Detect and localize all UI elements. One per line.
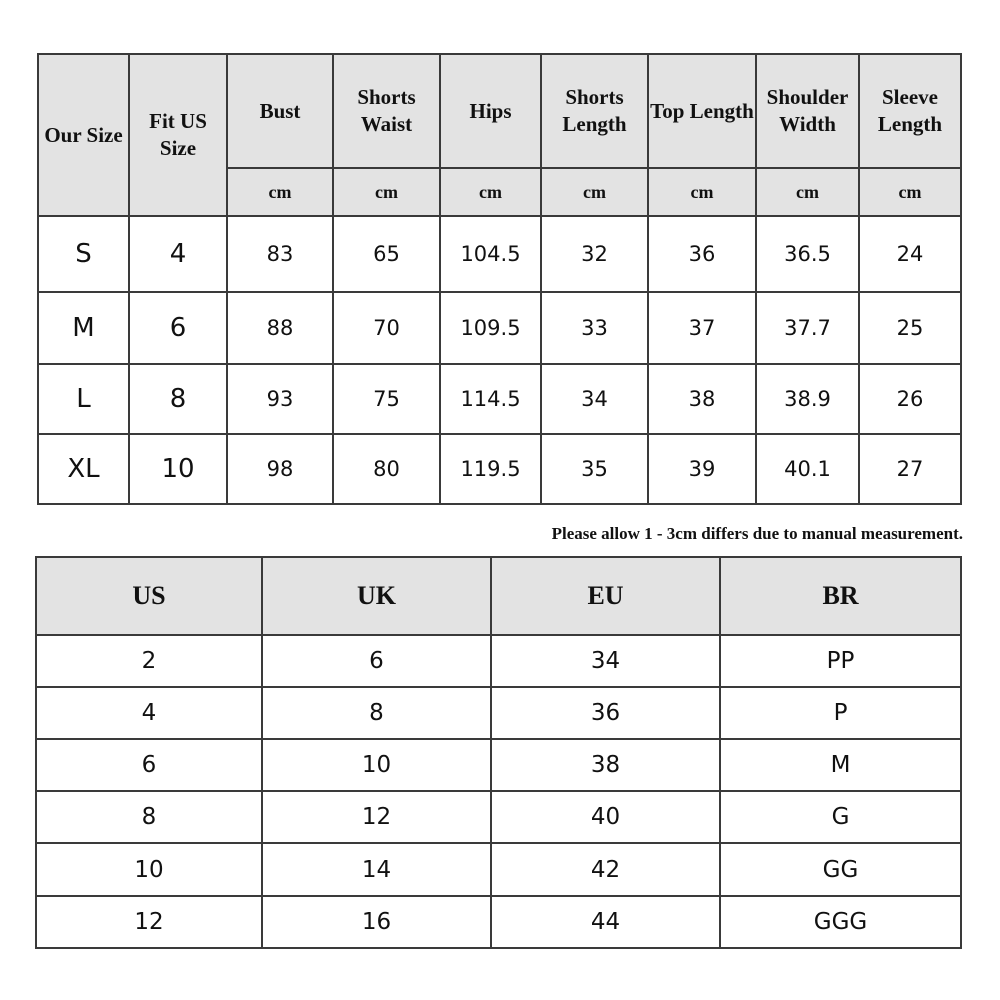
size-chart-table xyxy=(37,53,962,505)
bust-cell: 88 xyxy=(227,292,333,364)
shoulder-cell: 36.5 xyxy=(756,216,859,292)
unit-label: cm xyxy=(333,168,440,216)
header-our-size: Our Size xyxy=(38,54,129,216)
header-shorts-waist: Shorts Waist xyxy=(333,54,440,168)
shoulder-cell: 37.7 xyxy=(756,292,859,364)
header-eu: EU xyxy=(491,557,720,635)
header-bust: Bust xyxy=(227,54,333,168)
eu-cell: 42 xyxy=(491,843,720,896)
eu-cell: 38 xyxy=(491,739,720,791)
table-row xyxy=(38,434,961,504)
br-cell: GGG xyxy=(720,896,961,948)
header-hips: Hips xyxy=(440,54,541,168)
top-length-cell: 39 xyxy=(648,434,756,504)
unit-label: cm xyxy=(541,168,648,216)
table-row xyxy=(38,292,961,364)
br-cell: PP xyxy=(720,635,961,687)
table-row xyxy=(36,791,961,843)
shoulder-cell: 40.1 xyxy=(756,434,859,504)
waist-cell: 80 xyxy=(333,434,440,504)
shoulder-cell: 38.9 xyxy=(756,364,859,434)
size-conversion-table xyxy=(35,556,962,949)
uk-cell: 6 xyxy=(262,635,491,687)
us-cell: 4 xyxy=(36,687,262,739)
eu-cell: 34 xyxy=(491,635,720,687)
us-size-cell: 8 xyxy=(129,364,227,434)
us-cell: 8 xyxy=(36,791,262,843)
uk-cell: 8 xyxy=(262,687,491,739)
uk-cell: 14 xyxy=(262,843,491,896)
table-row xyxy=(36,843,961,896)
waist-cell: 75 xyxy=(333,364,440,434)
hips-cell: 109.5 xyxy=(440,292,541,364)
br-cell: GG xyxy=(720,843,961,896)
uk-cell: 10 xyxy=(262,739,491,791)
header-top-length: Top Length xyxy=(648,54,756,168)
unit-label: cm xyxy=(859,168,961,216)
size-cell: S xyxy=(38,216,129,292)
sleeve-cell: 25 xyxy=(859,292,961,364)
eu-cell: 44 xyxy=(491,896,720,948)
size-chart-header-row xyxy=(38,54,961,168)
shorts-length-cell: 34 xyxy=(541,364,648,434)
header-sleeve-length: Sleeve Length xyxy=(859,54,961,168)
top-length-cell: 37 xyxy=(648,292,756,364)
table-row xyxy=(38,364,961,434)
header-fit-us-size: Fit US Size xyxy=(129,54,227,216)
unit-label: cm xyxy=(440,168,541,216)
br-cell: M xyxy=(720,739,961,791)
br-cell: P xyxy=(720,687,961,739)
us-size-cell: 10 xyxy=(129,434,227,504)
br-cell: G xyxy=(720,791,961,843)
top-length-cell: 36 xyxy=(648,216,756,292)
sleeve-cell: 26 xyxy=(859,364,961,434)
table-row xyxy=(38,216,961,292)
size-cell: XL xyxy=(38,434,129,504)
waist-cell: 70 xyxy=(333,292,440,364)
conversion-header-row xyxy=(36,557,961,635)
table-row xyxy=(36,635,961,687)
sleeve-cell: 27 xyxy=(859,434,961,504)
uk-cell: 16 xyxy=(262,896,491,948)
bust-cell: 83 xyxy=(227,216,333,292)
shorts-length-cell: 33 xyxy=(541,292,648,364)
top-length-cell: 38 xyxy=(648,364,756,434)
us-cell: 10 xyxy=(36,843,262,896)
eu-cell: 36 xyxy=(491,687,720,739)
bust-cell: 98 xyxy=(227,434,333,504)
shorts-length-cell: 35 xyxy=(541,434,648,504)
us-size-cell: 4 xyxy=(129,216,227,292)
us-cell: 6 xyxy=(36,739,262,791)
eu-cell: 40 xyxy=(491,791,720,843)
hips-cell: 114.5 xyxy=(440,364,541,434)
us-cell: 2 xyxy=(36,635,262,687)
table-row xyxy=(36,739,961,791)
unit-label: cm xyxy=(227,168,333,216)
bust-cell: 93 xyxy=(227,364,333,434)
unit-label: cm xyxy=(648,168,756,216)
header-us: US xyxy=(36,557,262,635)
uk-cell: 12 xyxy=(262,791,491,843)
hips-cell: 119.5 xyxy=(440,434,541,504)
table-row xyxy=(36,687,961,739)
hips-cell: 104.5 xyxy=(440,216,541,292)
us-size-cell: 6 xyxy=(129,292,227,364)
header-shoulder-width: Shoulder Width xyxy=(756,54,859,168)
sleeve-cell: 24 xyxy=(859,216,961,292)
table-row xyxy=(36,896,961,948)
size-cell: M xyxy=(38,292,129,364)
unit-label: cm xyxy=(756,168,859,216)
us-cell: 12 xyxy=(36,896,262,948)
measurement-note: Please allow 1 - 3cm differs due to manual measurement. xyxy=(551,524,963,543)
size-cell: L xyxy=(38,364,129,434)
header-br: BR xyxy=(720,557,961,635)
header-uk: UK xyxy=(262,557,491,635)
header-shorts-length: Shorts Length xyxy=(541,54,648,168)
waist-cell: 65 xyxy=(333,216,440,292)
shorts-length-cell: 32 xyxy=(541,216,648,292)
